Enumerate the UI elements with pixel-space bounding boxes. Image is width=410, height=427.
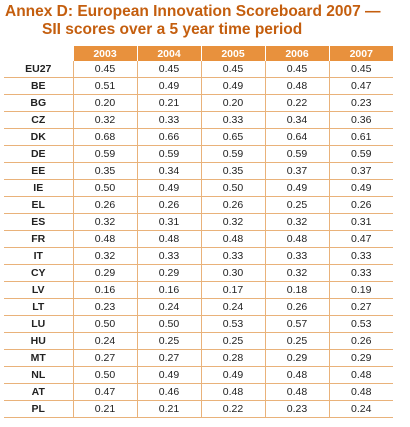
score-cell: 0.29 [73,265,137,282]
table-row [4,265,393,282]
title-line-2: SII scores over a 5 year time period [42,21,303,38]
score-cell: 0.49 [201,78,265,95]
score-cell: 0.31 [329,214,393,231]
score-cell: 0.45 [137,61,201,78]
score-cell: 0.17 [201,282,265,299]
score-cell: 0.22 [265,95,329,112]
score-cell: 0.48 [137,231,201,248]
table-row [4,61,393,78]
score-cell: 0.29 [265,350,329,367]
score-cell: 0.47 [73,384,137,401]
score-cell: 0.22 [201,401,265,418]
score-cell: 0.33 [201,112,265,129]
score-cell: 0.27 [329,299,393,316]
country-code-cell: IE [4,180,73,197]
score-cell: 0.27 [137,350,201,367]
score-cell: 0.53 [329,316,393,333]
score-cell: 0.26 [329,333,393,350]
score-cell: 0.37 [329,163,393,180]
table-row [4,282,393,299]
sii-scores-table [4,46,393,418]
score-cell: 0.47 [329,231,393,248]
score-cell: 0.48 [265,384,329,401]
table-row [4,78,393,95]
score-cell: 0.33 [137,112,201,129]
country-code-cell: NL [4,367,73,384]
title-line-1: Annex D: European Innovation Scoreboard 2007 — [5,3,381,20]
score-cell: 0.36 [329,112,393,129]
country-code-cell: FR [4,231,73,248]
score-cell: 0.33 [265,248,329,265]
score-cell: 0.50 [73,316,137,333]
header-year: 2003 [73,46,137,61]
score-cell: 0.48 [265,78,329,95]
score-cell: 0.16 [73,282,137,299]
table-row [4,197,393,214]
score-cell: 0.45 [265,61,329,78]
score-cell: 0.26 [73,197,137,214]
score-cell: 0.49 [201,367,265,384]
score-cell: 0.30 [201,265,265,282]
score-cell: 0.32 [201,214,265,231]
table-row [4,299,393,316]
header-year: 2006 [265,46,329,61]
score-cell: 0.49 [265,180,329,197]
score-cell: 0.32 [265,265,329,282]
score-cell: 0.59 [201,146,265,163]
score-cell: 0.47 [329,78,393,95]
score-cell: 0.23 [265,401,329,418]
score-cell: 0.50 [73,367,137,384]
table-row [4,95,393,112]
score-cell: 0.65 [201,129,265,146]
country-code-cell: DK [4,129,73,146]
country-code-cell: AT [4,384,73,401]
score-cell: 0.48 [201,231,265,248]
score-cell: 0.50 [137,316,201,333]
score-cell: 0.51 [73,78,137,95]
score-cell: 0.59 [265,146,329,163]
score-cell: 0.23 [73,299,137,316]
score-cell: 0.48 [265,231,329,248]
score-cell: 0.16 [137,282,201,299]
country-code-cell: HU [4,333,73,350]
score-cell: 0.20 [201,95,265,112]
header-year: 2004 [137,46,201,61]
score-cell: 0.34 [265,112,329,129]
score-cell: 0.53 [201,316,265,333]
score-cell: 0.45 [329,61,393,78]
score-cell: 0.32 [265,214,329,231]
header-year: 2007 [329,46,393,61]
country-code-cell: CY [4,265,73,282]
score-cell: 0.33 [329,265,393,282]
score-cell: 0.61 [329,129,393,146]
country-code-cell: IT [4,248,73,265]
country-code-cell: PL [4,401,73,418]
table-row [4,214,393,231]
score-cell: 0.28 [201,350,265,367]
score-cell: 0.66 [137,129,201,146]
score-cell: 0.32 [73,214,137,231]
table-row [4,248,393,265]
country-code-cell: EE [4,163,73,180]
score-cell: 0.49 [137,367,201,384]
score-cell: 0.21 [137,95,201,112]
score-cell: 0.18 [265,282,329,299]
score-cell: 0.23 [329,95,393,112]
score-cell: 0.35 [73,163,137,180]
score-cell: 0.45 [73,61,137,78]
table-row [4,384,393,401]
score-cell: 0.21 [73,401,137,418]
score-cell: 0.37 [265,163,329,180]
score-cell: 0.25 [137,333,201,350]
country-code-cell: DE [4,146,73,163]
table-row [4,401,393,418]
score-cell: 0.35 [201,163,265,180]
country-code-cell: BE [4,78,73,95]
score-cell: 0.49 [329,180,393,197]
score-cell: 0.50 [201,180,265,197]
table-row [4,163,393,180]
score-cell: 0.21 [137,401,201,418]
score-cell: 0.31 [137,214,201,231]
page-title [5,3,405,39]
score-cell: 0.20 [73,95,137,112]
score-cell: 0.26 [329,197,393,214]
score-cell: 0.26 [201,197,265,214]
score-cell: 0.50 [73,180,137,197]
score-cell: 0.59 [73,146,137,163]
score-cell: 0.57 [265,316,329,333]
score-cell: 0.25 [265,197,329,214]
table-row [4,350,393,367]
score-cell: 0.26 [265,299,329,316]
score-cell: 0.27 [73,350,137,367]
score-cell: 0.29 [137,265,201,282]
score-cell: 0.24 [329,401,393,418]
country-code-cell: BG [4,95,73,112]
table-row [4,146,393,163]
score-cell: 0.49 [137,180,201,197]
score-cell: 0.46 [137,384,201,401]
score-cell: 0.24 [73,333,137,350]
score-cell: 0.33 [137,248,201,265]
score-cell: 0.48 [329,384,393,401]
header-year: 2005 [201,46,265,61]
score-cell: 0.32 [73,112,137,129]
score-cell: 0.68 [73,129,137,146]
table-row [4,333,393,350]
country-code-cell: ES [4,214,73,231]
country-code-cell: CZ [4,112,73,129]
country-code-cell: LT [4,299,73,316]
score-cell: 0.48 [73,231,137,248]
table-row [4,316,393,333]
score-cell: 0.49 [137,78,201,95]
table-row [4,112,393,129]
score-cell: 0.33 [329,248,393,265]
country-code-cell: LU [4,316,73,333]
score-cell: 0.24 [201,299,265,316]
country-code-cell: MT [4,350,73,367]
score-cell: 0.25 [265,333,329,350]
score-cell: 0.25 [201,333,265,350]
score-cell: 0.64 [265,129,329,146]
score-cell: 0.48 [201,384,265,401]
score-cell: 0.45 [201,61,265,78]
table-row [4,231,393,248]
score-cell: 0.26 [137,197,201,214]
country-code-cell: LV [4,282,73,299]
score-cell: 0.33 [201,248,265,265]
score-cell: 0.19 [329,282,393,299]
country-code-cell: EU27 [4,61,73,78]
score-cell: 0.59 [137,146,201,163]
score-cell: 0.59 [329,146,393,163]
country-code-cell: EL [4,197,73,214]
score-cell: 0.24 [137,299,201,316]
header-corner [4,46,73,61]
score-cell: 0.48 [329,367,393,384]
table-row [4,129,393,146]
score-cell: 0.48 [265,367,329,384]
score-cell: 0.34 [137,163,201,180]
table-body [4,61,393,418]
table-header-row [4,46,393,61]
score-cell: 0.32 [73,248,137,265]
score-cell: 0.29 [329,350,393,367]
table-row [4,367,393,384]
table-row [4,180,393,197]
